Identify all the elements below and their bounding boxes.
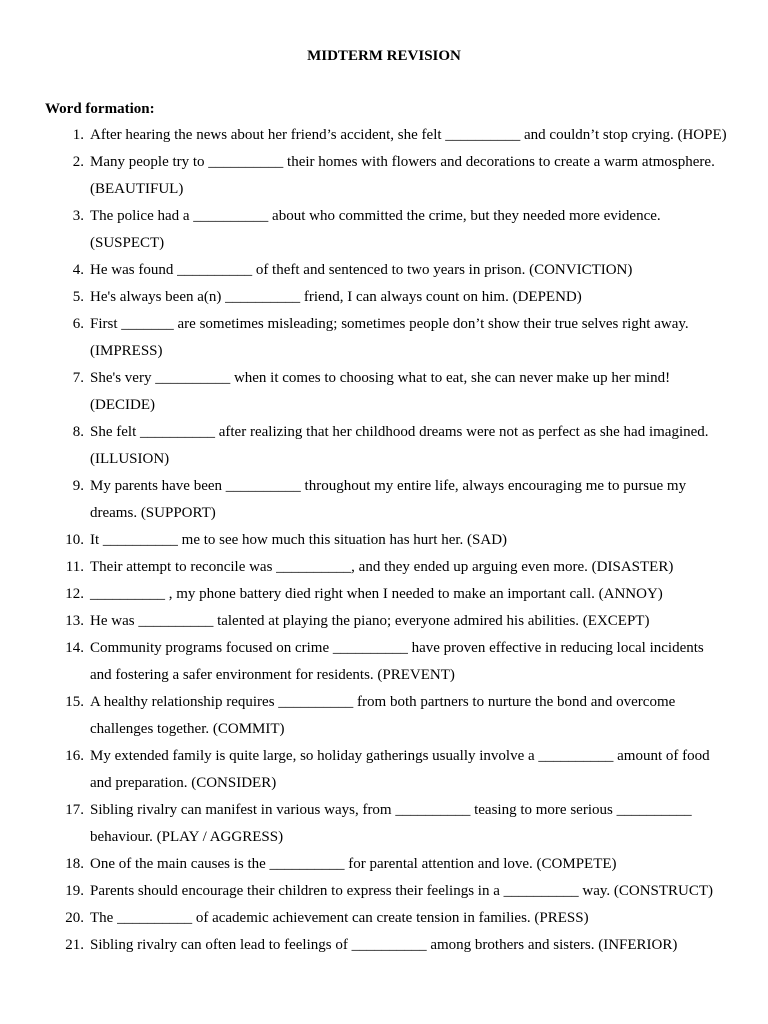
page-title: MIDTERM REVISION xyxy=(307,48,461,64)
exercise-item xyxy=(0,905,768,932)
exercise-item xyxy=(0,743,768,797)
exercise-item xyxy=(0,554,768,581)
exercise-text: Community programs focused on crime __________ have proven effective in reducing local incidents and fostering a safer environment for residents. (PREVENT) xyxy=(90,640,704,683)
exercise-item xyxy=(0,419,768,473)
exercise-text: He was __________ talented at playing the piano; everyone admired his abilities. (EXCEPT) xyxy=(90,613,650,629)
exercise-number: 13. xyxy=(65,613,84,629)
exercise-item xyxy=(0,527,768,554)
exercise-text: __________ , my phone battery died right when I needed to make an important call. (ANNOY) xyxy=(90,586,663,602)
exercise-text: One of the main causes is the __________ for parental attention and love. (COMPETE) xyxy=(90,856,617,872)
exercise-text: Many people try to __________ their homes with flowers and decorations to create a warm atmosphere. (BEAUTIFUL) xyxy=(90,154,715,197)
section-heading: Word formation: xyxy=(45,101,155,117)
exercise-item xyxy=(0,851,768,878)
exercise-number: 6. xyxy=(72,316,84,332)
exercise-number: 17. xyxy=(65,802,84,818)
exercise-number: 18. xyxy=(65,856,84,872)
exercise-item xyxy=(0,203,768,257)
exercise-text: A healthy relationship requires __________ from both partners to nurture the bond and overcome challenges together. (COMMIT) xyxy=(90,694,676,737)
exercise-number: 20. xyxy=(65,910,84,926)
exercise-number: 15. xyxy=(65,694,84,710)
exercise-number: 3. xyxy=(72,208,84,224)
exercise-item xyxy=(0,581,768,608)
exercise-text: She's very __________ when it comes to choosing what to eat, she can never make up her mind! (DECIDE) xyxy=(90,370,671,413)
exercise-text: He was found __________ of theft and sentenced to two years in prison. (CONVICTION) xyxy=(90,262,633,278)
exercise-number: 11. xyxy=(65,559,84,575)
exercise-text: Sibling rivalry can manifest in various ways, from __________ teasing to more serious __________ behaviour. (PLAY / AGGRESS) xyxy=(90,802,692,845)
exercise-number: 16. xyxy=(65,748,84,764)
exercise-number: 9. xyxy=(72,478,84,494)
exercise-text: Parents should encourage their children to express their feelings in a __________ way. (CONSTRUCT) xyxy=(90,883,714,899)
exercise-item xyxy=(0,365,768,419)
exercise-text: After hearing the news about her friend’s accident, she felt __________ and couldn’t stop crying. (HOPE) xyxy=(90,127,727,143)
exercise-item xyxy=(0,311,768,365)
exercise-text: The __________ of academic achievement can create tension in families. (PRESS) xyxy=(90,910,589,926)
exercise-item xyxy=(0,122,768,149)
exercise-number: 21. xyxy=(65,937,84,953)
exercise-item xyxy=(0,149,768,203)
exercise-number: 2. xyxy=(72,154,84,170)
exercise-text: Sibling rivalry can often lead to feelings of __________ among brothers and sisters. (INFERIOR) xyxy=(90,937,678,953)
exercise-text: It __________ me to see how much this situation has hurt her. (SAD) xyxy=(90,532,508,548)
exercise-item xyxy=(0,932,768,959)
exercise-item xyxy=(0,689,768,743)
exercise-item xyxy=(0,878,768,905)
exercise-number: 5. xyxy=(72,289,84,305)
exercise-item xyxy=(0,257,768,284)
exercise-item xyxy=(0,797,768,851)
exercise-number: 4. xyxy=(72,262,84,278)
exercise-text: She felt __________ after realizing that her childhood dreams were not as perfect as she had imagined. (ILLUSION) xyxy=(90,424,709,467)
exercise-item xyxy=(0,608,768,635)
exercise-number: 10. xyxy=(65,532,84,548)
exercise-number: 19. xyxy=(65,883,84,899)
exercise-number: 14. xyxy=(65,640,84,656)
exercise-number: 7. xyxy=(72,370,84,386)
exercise-number: 12. xyxy=(65,586,84,602)
exercise-text: My parents have been __________ throughout my entire life, always encouraging me to pursue my dreams. (SUPPORT) xyxy=(90,478,687,521)
exercise-text: First _______ are sometimes misleading; sometimes people don’t show their true selves right away. (IMPRESS) xyxy=(90,316,689,359)
exercise-number: 1. xyxy=(72,127,84,143)
exercise-item xyxy=(0,284,768,311)
exercise-number: 8. xyxy=(72,424,84,440)
exercise-item xyxy=(0,473,768,527)
exercise-list xyxy=(0,122,768,959)
exercise-item xyxy=(0,635,768,689)
exercise-text: Their attempt to reconcile was __________, and they ended up arguing even more. (DISASTER) xyxy=(90,559,674,575)
exercise-text: He's always been a(n) __________ friend, I can always count on him. (DEPEND) xyxy=(90,289,582,305)
exercise-text: The police had a __________ about who committed the crime, but they needed more evidence. (SUSPECT) xyxy=(90,208,661,251)
exercise-text: My extended family is quite large, so holiday gatherings usually involve a __________ amount of food and preparation. (CONSIDER) xyxy=(90,748,710,791)
